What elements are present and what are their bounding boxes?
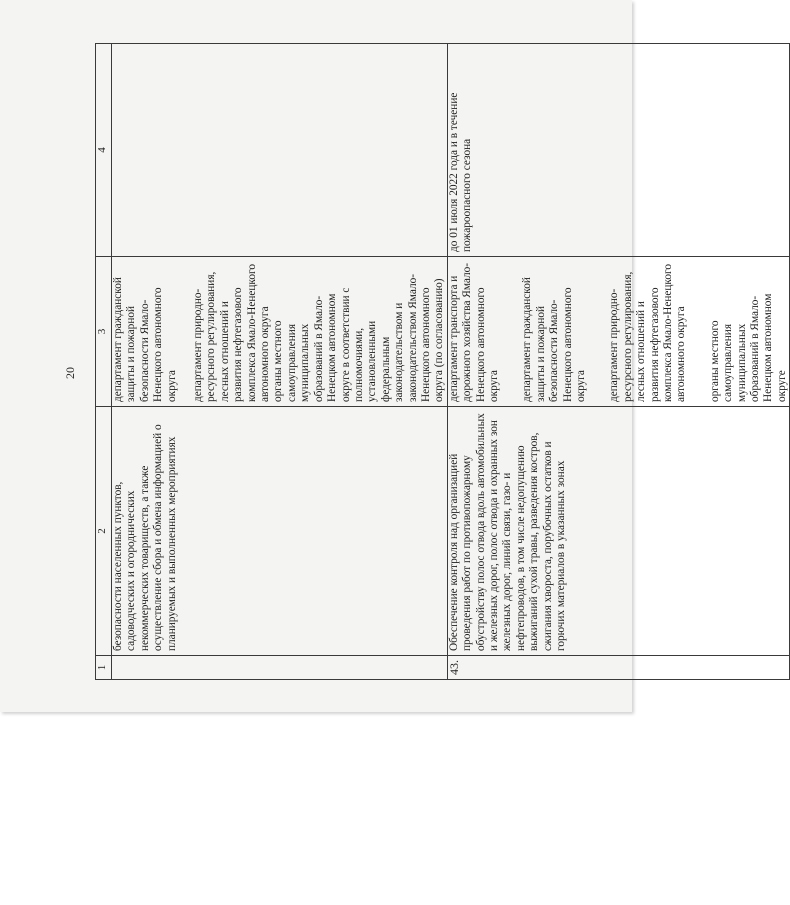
measure-description: Обеспечение контроля над организацией проведения работ по противопожарному обустройству полос отвода вдоль автомобильных и железных дорог, полос отвода и охранных зон железных дорог, линий связи, газо- и нефтепроводов, в том числе недопущению выжиганий сухой травы, разведения костров, сжигания хвороста, порубочных остатков и горючих материалов в указанных зонах (447, 407, 790, 656)
executor-item: департамент природно-ресурсного регулирования, лесных отношений и развития нефтегазового комплекса Ямало-Ненецкого автономного округа (192, 263, 272, 402)
table-row (447, 44, 790, 680)
header-col-3: 3 (96, 257, 112, 407)
row-number (112, 656, 448, 680)
executor-item: органы местного самоуправления муниципальных образований в Ямало-Ненецком автономном округе (708, 293, 788, 402)
table-header-row (96, 44, 112, 680)
deadline-cell: до 01 июля 2022 года и в течение пожароопасного сезона (447, 44, 790, 257)
header-col-1: 1 (96, 656, 112, 680)
executors-cell (112, 257, 448, 407)
executor-item: органы местного самоуправления муниципальных образований в Ямало-Ненецком автономном округе в соответствии с полномочиями, установленными федеральным законодательством и законодательством Ямало-Ненецкого автономного округа (по согласованию) (272, 274, 446, 402)
executor-item: департамент транспорта и дорожного хозяйства Ямало-Ненецкого автономного округа (447, 262, 500, 402)
executor-item: департамент гражданской защиты и пожарной безопасности Ямало-Ненецкого автономного округа (521, 277, 587, 402)
header-col-4: 4 (96, 44, 112, 257)
executor-item: департамент природно-ресурсного регулирования, лесных отношений и развития нефтегазового комплекса Ямало-Ненецкого автономного округа (608, 263, 688, 402)
rotated-table-container (95, 44, 788, 680)
measure-description: безопасности населенных пунктов, садоводческих и огороднических некоммерческих товариществ, а также осуществление сбора и обмена информацией о планируемых и выполненных мероприятиях (112, 407, 448, 656)
header-col-2: 2 (96, 407, 112, 656)
table-row (112, 44, 448, 680)
executors-cell (447, 257, 790, 407)
deadline-cell (112, 44, 448, 257)
row-number: 43. (447, 656, 790, 680)
page-number: 20 (63, 367, 77, 379)
executor-item: департамент гражданской защиты и пожарной безопасности Ямало-Ненецкого автономного округа (112, 277, 178, 402)
measures-table (95, 43, 790, 680)
